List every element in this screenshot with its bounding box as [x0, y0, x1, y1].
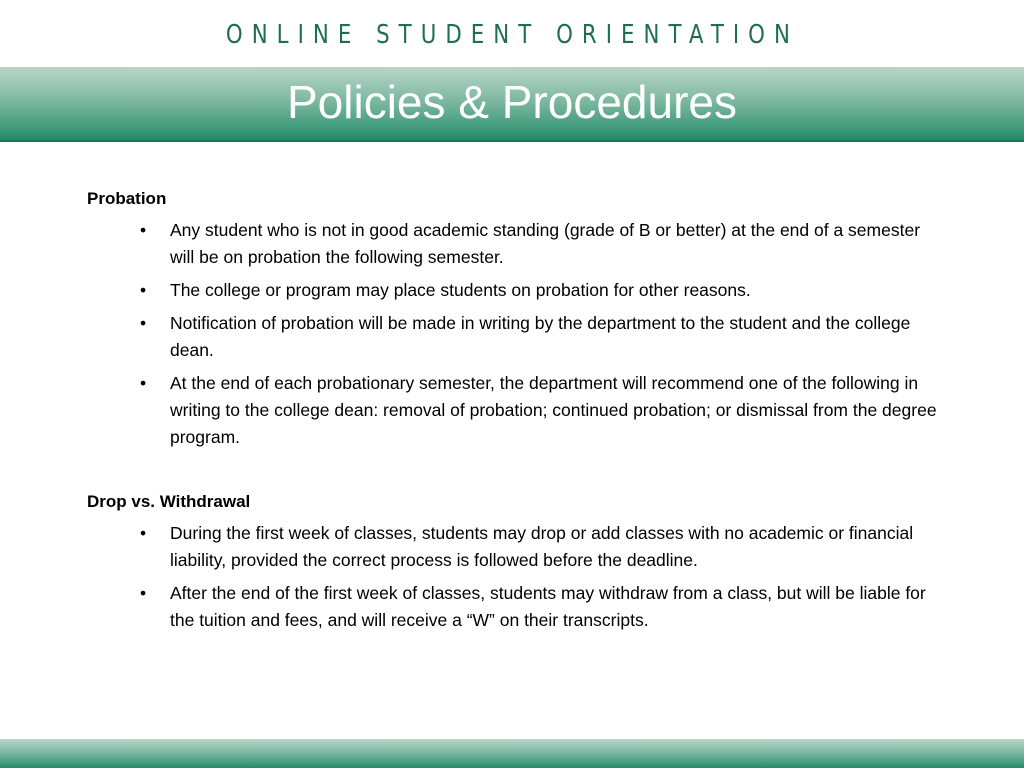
list-item: [87, 580, 947, 634]
bullet-icon: •: [140, 583, 147, 603]
bullet-list: [87, 520, 947, 634]
list-item: [87, 520, 947, 574]
section-spacer: [87, 457, 947, 489]
section-drop-withdrawal: [87, 489, 947, 634]
list-item: [87, 217, 947, 271]
list-item: [87, 277, 947, 304]
list-item-text: After the end of the first week of classes, students may withdraw from a class, but will be liable for the tuition and fees, and will receive a “W” on their transcripts.: [170, 583, 926, 630]
section-heading: Drop vs. Withdrawal: [87, 492, 251, 511]
program-header: [0, 20, 1024, 50]
list-item-text: Notification of probation will be made in writing by the department to the student and the college dean.: [170, 313, 911, 360]
section-probation: [87, 186, 947, 451]
bullet-icon: •: [140, 373, 147, 393]
bullet-icon: •: [140, 523, 147, 543]
footer-band: [0, 739, 1024, 768]
bullet-icon: •: [140, 280, 147, 300]
list-item: [87, 370, 947, 451]
bullet-icon: •: [140, 313, 147, 333]
list-item-text: At the end of each probationary semester, the department will recommend one of the following in writing to the college dean: removal of probation; continued probation; or dismissal from the degree program.: [170, 373, 937, 447]
list-item-text: Any student who is not in good academic standing (grade of B or better) at the end of a semester will be on probation the following semester.: [170, 220, 921, 267]
title-band: [0, 67, 1024, 142]
section-heading: Probation: [87, 189, 167, 208]
list-item-text: During the first week of classes, students may drop or add classes with no academic or financial liability, provided the correct process is followed before the deadline.: [170, 523, 914, 570]
list-item-text: The college or program may place students on probation for other reasons.: [170, 280, 751, 300]
content-area: [87, 186, 947, 640]
program-title: ONLINE STUDENT ORIENTATION: [225, 20, 799, 50]
slide-title: Policies & Procedures: [287, 76, 737, 128]
bullet-list: [87, 217, 947, 451]
list-item: [87, 310, 947, 364]
bullet-icon: •: [140, 220, 147, 240]
